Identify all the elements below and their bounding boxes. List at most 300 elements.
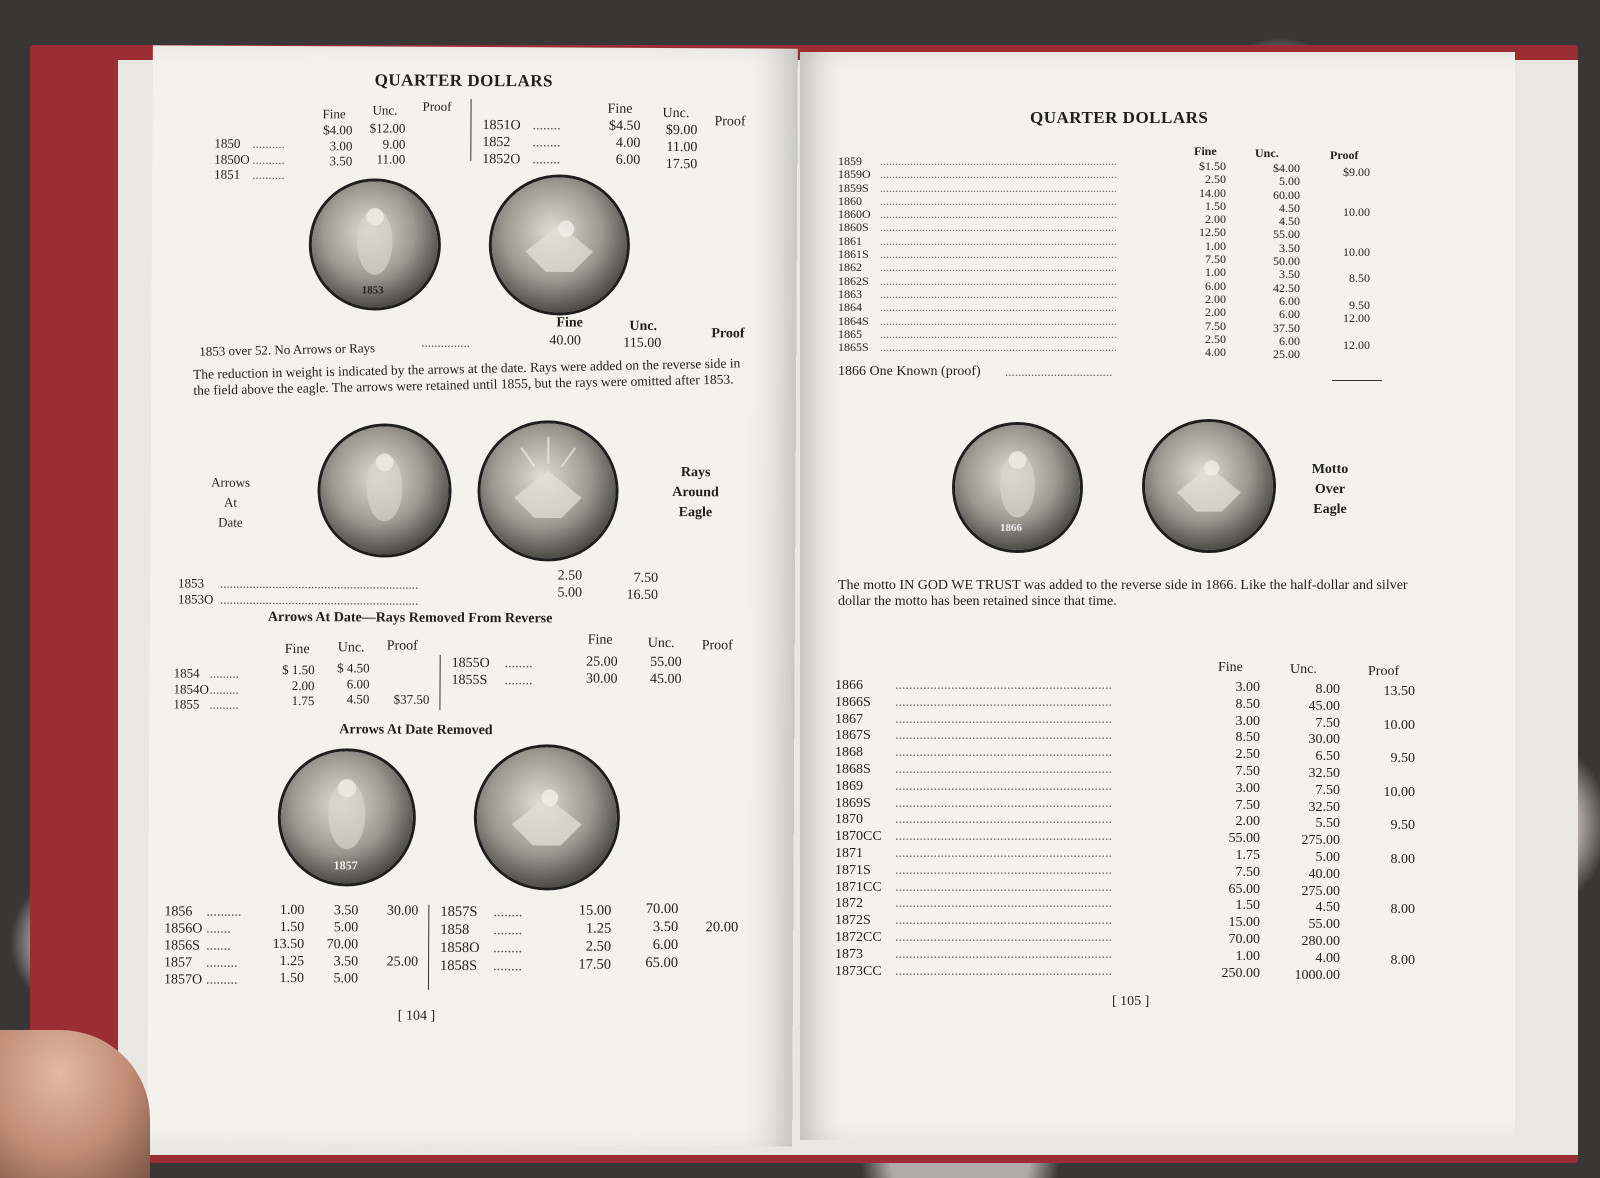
proof-cell — [363, 919, 418, 936]
date-column — [214, 136, 250, 183]
fine-header: Fine — [284, 642, 310, 658]
date-cell: 1869 — [835, 778, 863, 794]
unc-cell: $12.00 — [369, 120, 406, 136]
unc-cell: 3.50 — [652, 918, 679, 936]
fine-cell: 25.00 — [586, 654, 618, 670]
section-heading: Arrows At Date—Rays Removed From Reverse — [267, 609, 553, 627]
proof-cell — [1320, 219, 1370, 232]
fine-value: 40.00 — [549, 333, 581, 349]
motto-note: The motto IN GOD WE TRUST was added to the reverse side in 1866. Like the half-dollar and silver dollar the motto has been retained since that time. — [838, 578, 1408, 609]
unc-cell: 3.50 — [333, 903, 359, 919]
proof-cell: 8.00 — [1390, 851, 1415, 867]
date-cell: 1860 — [838, 193, 862, 208]
proof-cell — [1320, 193, 1370, 206]
unc-header: Unc. — [337, 640, 365, 656]
unc-cell: 55.00 — [1308, 917, 1340, 933]
proof-header: Proof — [1368, 664, 1400, 679]
date-cell: 1857O — [163, 972, 203, 988]
unc-column — [357, 120, 405, 167]
unc-header: Unc. — [1290, 662, 1317, 677]
date-cell: 1867S — [835, 728, 871, 744]
unc-column — [1248, 162, 1300, 361]
fine-cell: 70.00 — [1228, 931, 1260, 947]
fine-cell: 1.25 — [585, 920, 612, 937]
fine-cell: 15.00 — [1228, 915, 1260, 931]
leader-dots: .......... .......... .......... — [252, 135, 285, 183]
date-cell: 1856O — [164, 921, 203, 937]
date-column — [178, 575, 214, 606]
proof-column — [683, 900, 738, 972]
date-cell: 1861S — [838, 247, 869, 262]
date-cell: 1870CC — [835, 829, 882, 845]
date-cell: 1856S — [164, 938, 200, 954]
unc-cell: 17.50 — [665, 157, 698, 173]
unc-cell: 6.00 — [1279, 293, 1300, 308]
unc-cell: 3.50 — [333, 954, 359, 970]
unc-column — [647, 122, 697, 173]
proof-cell: 9.50 — [1390, 751, 1415, 767]
fine-cell: 1.50 — [279, 970, 305, 987]
fine-cell: 1.00 — [279, 902, 305, 919]
weight-note: The reduction in weight is indicated by the arrows at the date. Rays were added on the reverse side in the field above the eagle. The arrows were retained until 1855, but the rays were omitted after 1853. — [192, 355, 741, 398]
leader-dots: ............................................................. ............................................................. — [219, 575, 419, 608]
fine-cell: 1.50 — [279, 919, 305, 936]
unc-cell: 32.50 — [1308, 799, 1340, 815]
proof-column — [1320, 166, 1370, 365]
proof-cell — [683, 954, 738, 972]
fine-cell: 1.25 — [279, 953, 305, 970]
date-cell: 1867 — [835, 711, 863, 727]
unc-header: Unc. — [629, 318, 658, 334]
fine-cell: 2.00 — [1205, 212, 1226, 227]
fine-cell: $4.50 — [608, 118, 641, 134]
proof-cell — [1355, 936, 1415, 953]
unc-cell: 25.00 — [1273, 347, 1300, 362]
fine-cell: 13.50 — [272, 936, 305, 953]
fine-cell: 4.00 — [615, 135, 641, 151]
fine-header: Fine — [1194, 144, 1217, 158]
proof-cell: 10.00 — [1383, 784, 1415, 800]
proof-cell: 10.00 — [1383, 717, 1415, 733]
coin-obverse-image — [320, 426, 449, 555]
proof-cell — [1320, 352, 1370, 365]
rule-line — [1332, 380, 1382, 381]
column-divider — [470, 99, 471, 161]
unc-cell: $9.00 — [665, 123, 698, 139]
proof-cell: 20.00 — [705, 919, 739, 936]
fine-cell: 250.00 — [1221, 965, 1260, 981]
fine-cell: 2.00 — [1205, 291, 1226, 306]
unc-cell: $ 4.50 — [337, 660, 370, 676]
proof-cell — [1320, 326, 1370, 339]
leader-dots: .............................................................. .............................................................. .............................................................. .............................................................. .............................................................. .............................................................. .............................................................. .............................................................. .............................................................. .............................................................. .............................................................. .............................................................. .............................................................. .............................................................. .............................................................. .............................................................. .............................................................. .............................................................. — [895, 678, 1112, 979]
unc-cell: 3.50 — [1279, 240, 1300, 255]
proof-header: Proof — [422, 98, 452, 114]
date-cell: 1854 — [173, 665, 200, 681]
proof-cell: 10.00 — [1343, 204, 1370, 219]
date-column — [452, 655, 490, 689]
fine-cell: 2.50 — [1235, 747, 1260, 763]
date-column — [440, 903, 480, 975]
date-cell: 1858 — [440, 921, 470, 938]
unc-cell: 11.00 — [376, 151, 406, 167]
unc-cell: 70.00 — [326, 937, 359, 953]
fine-cell: 12.50 — [1199, 225, 1226, 240]
date-cell: 1860S — [838, 220, 869, 235]
date-cell: 1854O — [173, 680, 209, 697]
proof-cell — [1355, 734, 1415, 751]
date-cell: 1864 — [838, 300, 862, 315]
unc-cell: 7.50 — [1315, 715, 1340, 731]
one-known-row: 1866 One Known (proof) — [838, 364, 981, 379]
proof-header: Proof — [1330, 148, 1359, 162]
fine-cell: 3.00 — [1235, 713, 1260, 729]
proof-cell: 12.00 — [1343, 311, 1370, 326]
unc-cell: 65.00 — [645, 954, 679, 972]
unc-cell: 11.00 — [666, 140, 698, 156]
proof-cell: 30.00 — [386, 903, 419, 919]
unc-cell: 70.00 — [645, 900, 679, 918]
fine-column — [556, 901, 611, 973]
date-cell: 1861 — [838, 233, 862, 248]
page-number: [ 105 ] — [1112, 994, 1150, 1009]
fine-cell: 7.50 — [1235, 763, 1260, 779]
proof-cell: 8.00 — [1390, 952, 1415, 968]
date-cell: 1857S — [440, 903, 478, 921]
unc-cell: 275.00 — [1301, 833, 1340, 849]
fine-cell: 15.00 — [578, 902, 612, 919]
leader-dots: ........ ........ ........ ........ — [493, 904, 523, 975]
date-cell: 1868 — [835, 745, 863, 761]
fine-cell: 7.50 — [1205, 252, 1226, 267]
fine-column — [312, 122, 352, 169]
proof-cell — [375, 660, 430, 676]
proof-cell: 12.00 — [1343, 337, 1370, 352]
fine-cell: 17.50 — [578, 956, 612, 973]
fine-cell: 1.75 — [291, 693, 315, 709]
date-cell: 1864S — [838, 313, 869, 328]
proof-cell: 13.50 — [1383, 684, 1415, 699]
unc-cell: 5.00 — [333, 920, 359, 936]
coin-reverse-image — [491, 177, 627, 313]
proof-cell — [1355, 970, 1415, 987]
fine-header: Fine — [607, 101, 633, 117]
unc-cell: 32.50 — [1308, 765, 1340, 781]
proof-cell — [1355, 701, 1415, 718]
leader-dots: ............... — [421, 334, 471, 350]
proof-header: Proof — [711, 326, 745, 342]
rays-around-eagle-label: Rays Around Eagle — [672, 465, 719, 521]
fine-cell: 1.50 — [1235, 898, 1260, 914]
fine-header: Fine — [556, 315, 583, 331]
unc-cell: 5.00 — [1279, 174, 1300, 189]
fine-cell: 1.00 — [1205, 265, 1226, 280]
proof-cell — [1320, 232, 1370, 245]
unc-column — [319, 660, 369, 707]
proof-cell: 8.00 — [1390, 902, 1415, 918]
fine-column — [1200, 680, 1260, 982]
unc-cell: 6.50 — [1315, 749, 1340, 765]
date-cell: 1871 — [835, 845, 863, 861]
date-column — [835, 678, 882, 980]
unc-cell: 7.50 — [1315, 782, 1340, 798]
unc-column — [630, 654, 682, 688]
fine-cell: 2.50 — [585, 938, 612, 955]
date-cell: 1859 — [838, 154, 862, 168]
fine-cell: 30.00 — [586, 671, 618, 687]
fine-cell: 2.50 — [557, 568, 583, 584]
coin-reverse-image — [476, 747, 617, 888]
fine-cell: 3.00 — [329, 137, 353, 153]
fine-cell: 2.50 — [1205, 331, 1226, 346]
date-cell: 1870 — [835, 812, 863, 828]
proof-cell: 9.50 — [1349, 297, 1370, 312]
fine-column — [256, 902, 304, 987]
proof-cell: 10.00 — [1343, 244, 1370, 259]
unc-cell: 8.00 — [1315, 682, 1340, 697]
fine-cell: 2.50 — [1205, 172, 1226, 187]
page-title: QUARTER DOLLARS — [1030, 108, 1209, 127]
leader-dots: .......... ....... ....... ......... ......... — [205, 904, 242, 988]
proof-cell — [1355, 835, 1415, 852]
coin-reverse-image — [480, 423, 616, 559]
date-cell: 1862 — [838, 260, 862, 275]
coin-reverse-image — [1145, 422, 1273, 550]
proof-cell — [1320, 179, 1370, 192]
fine-cell: 3.00 — [1235, 780, 1260, 796]
date-cell: 1859O — [838, 167, 871, 182]
left-page — [147, 45, 798, 1146]
fine-cell: 7.50 — [1235, 797, 1260, 813]
leader-dots: ........ ........ ........ — [532, 118, 561, 168]
proof-header: Proof — [386, 638, 418, 654]
proof-cell — [1320, 259, 1370, 272]
proof-cell: $9.00 — [1343, 165, 1370, 179]
date-column — [164, 903, 203, 988]
page-number: [ 104 ] — [397, 1008, 436, 1024]
proof-cell: 9.50 — [1390, 818, 1415, 834]
proof-cell: 8.50 — [1349, 271, 1370, 286]
proof-cell — [683, 936, 738, 954]
fine-header: Fine — [587, 632, 613, 648]
fine-cell: 14.00 — [1199, 185, 1226, 200]
date-cell: 1872 — [835, 896, 863, 912]
unc-column — [612, 570, 658, 604]
date-cell: 1851O — [482, 118, 521, 134]
unc-cell: 275.00 — [1301, 883, 1340, 899]
proof-header: Proof — [701, 638, 733, 654]
coin-date-text: 1866 — [1000, 522, 1022, 534]
fine-cell: 8.50 — [1235, 730, 1260, 746]
date-cell: 1863 — [838, 286, 862, 301]
motto-over-eagle-label: Motto Over Eagle — [1311, 462, 1349, 517]
leader-dots: ................................. — [1005, 364, 1113, 379]
unc-cell: 50.00 — [1273, 254, 1300, 269]
unc-cell: 9.00 — [382, 136, 406, 152]
proof-cell — [1355, 802, 1415, 819]
date-cell: 1873CC — [835, 963, 882, 979]
unc-cell: 6.00 — [1279, 333, 1300, 348]
date-cell: 1858O — [440, 939, 480, 957]
fine-column — [1180, 160, 1226, 359]
fine-cell: 2.00 — [1205, 305, 1226, 320]
leader-dots: ......... ......... ......... — [209, 665, 239, 712]
right-page — [800, 52, 1515, 1140]
arrows-at-date-label: Arrows At Date — [211, 474, 251, 530]
unc-cell: 7.50 — [633, 570, 659, 586]
date-cell: 1868S — [835, 761, 871, 777]
unc-column — [626, 900, 678, 972]
fine-column — [568, 653, 618, 687]
fine-cell: 1.00 — [1235, 948, 1260, 964]
unc-cell: 60.00 — [1273, 187, 1300, 202]
proof-cell — [1320, 286, 1370, 299]
fine-cell: 7.50 — [1205, 318, 1226, 333]
unc-cell: 4.50 — [346, 691, 370, 707]
unc-cell: 5.50 — [1315, 816, 1340, 832]
date-cell: 1853O — [177, 590, 214, 607]
date-cell: 1865 — [838, 326, 862, 341]
coin-date-text: 1853 — [361, 284, 384, 297]
no-arrows-label: 1853 over 52. No Arrows or Rays — [199, 340, 376, 359]
column-divider — [439, 655, 440, 710]
date-cell: 1866S — [835, 694, 871, 710]
unc-cell: 5.00 — [333, 971, 359, 987]
unc-cell: 16.50 — [626, 587, 659, 603]
unc-cell: 37.50 — [1273, 320, 1300, 335]
date-cell: 1855O — [451, 655, 490, 672]
date-cell: 1856 — [164, 904, 193, 920]
leader-dots: ........ ........ — [504, 656, 533, 689]
date-column — [838, 155, 871, 354]
fine-cell: 3.50 — [329, 153, 353, 169]
column-divider — [428, 905, 429, 990]
unc-cell: 4.50 — [1315, 900, 1340, 916]
fine-column — [264, 662, 314, 709]
fine-cell: 5.00 — [557, 585, 583, 601]
leader-dots: ............................................................................... ............................................................................... ............................................................................... ............................................................................... ............................................................................... ............................................................................... ............................................................................... ............................................................................... ............................................................................... ............................................................................... ............................................................................... ............................................................................... ............................................................................... ............................................................................... ............................................................................... — [880, 154, 1117, 355]
proof-cell — [363, 970, 418, 987]
proof-header: Proof — [714, 114, 746, 130]
unc-cell: $4.00 — [1273, 161, 1300, 175]
date-cell: 1859S — [838, 180, 869, 195]
fine-column — [542, 567, 582, 601]
unc-cell: 45.00 — [650, 671, 682, 688]
unc-cell: 6.00 — [346, 675, 370, 691]
date-cell: 1873 — [835, 946, 863, 962]
unc-cell: 3.50 — [1279, 267, 1300, 282]
fine-cell: $ 1.50 — [282, 662, 315, 678]
fine-cell: 65.00 — [1228, 881, 1260, 897]
fine-cell: $4.00 — [323, 122, 353, 138]
unc-cell: 45.00 — [1308, 698, 1340, 714]
unc-cell: 4.00 — [1315, 950, 1340, 966]
proof-cell — [683, 900, 738, 918]
date-cell: 1857 — [164, 955, 193, 971]
date-cell: 1872S — [835, 913, 871, 929]
date-cell: 1862S — [838, 273, 869, 288]
proof-column — [374, 660, 429, 707]
proof-cell — [374, 676, 429, 692]
fine-header: Fine — [1218, 660, 1243, 675]
unc-column — [308, 902, 358, 987]
fine-cell: 6.00 — [615, 152, 641, 168]
date-cell: 1855 — [173, 696, 200, 712]
date-cell: 1850 — [214, 135, 241, 151]
unc-header: Unc. — [662, 105, 690, 122]
fine-cell: 3.00 — [1235, 680, 1260, 695]
date-column — [482, 117, 520, 168]
unc-cell: 4.50 — [1279, 200, 1300, 215]
date-cell: 1858S — [440, 957, 478, 975]
unc-header: Unc. — [1255, 146, 1279, 160]
date-cell: 1853 — [178, 575, 205, 591]
unc-cell: 1000.00 — [1294, 967, 1340, 983]
date-cell: 1869S — [835, 795, 871, 811]
page-title: QUARTER DOLLARS — [374, 70, 554, 91]
unc-cell: 40.00 — [1308, 866, 1340, 882]
fine-cell: 1.50 — [1205, 198, 1226, 213]
unc-cell: 5.00 — [1315, 849, 1340, 865]
proof-cell — [1355, 919, 1415, 936]
fine-cell: 2.00 — [291, 677, 315, 693]
unc-header: Unc. — [647, 635, 675, 652]
proof-cell — [1355, 869, 1415, 886]
date-cell: 1855S — [451, 672, 488, 689]
date-cell: 1871CC — [835, 879, 882, 895]
fine-cell: $1.50 — [1199, 159, 1226, 173]
fine-cell: 1.00 — [1205, 238, 1226, 253]
coin-date-text: 1857 — [333, 858, 358, 873]
proof-cell — [1355, 886, 1415, 903]
section-heading: Arrows At Date Removed — [339, 722, 493, 739]
unc-cell: 30.00 — [1308, 732, 1340, 748]
date-cell: 1871S — [835, 862, 871, 878]
fine-column — [592, 118, 640, 169]
proof-column — [1355, 684, 1415, 986]
fine-cell: 6.00 — [1205, 278, 1226, 293]
unc-cell: 280.00 — [1301, 933, 1340, 949]
proof-column — [363, 902, 418, 987]
date-cell: 1860O — [838, 207, 871, 222]
unc-cell: 42.50 — [1273, 280, 1300, 295]
fine-cell: 7.50 — [1235, 864, 1260, 880]
date-cell: 1850O — [214, 151, 250, 167]
unc-column — [1270, 682, 1340, 984]
fine-cell: 8.50 — [1235, 696, 1260, 712]
date-column — [173, 665, 209, 712]
proof-cell: 25.00 — [386, 954, 419, 970]
date-cell: 1866 — [835, 678, 863, 693]
date-cell: 1872CC — [835, 929, 882, 945]
unc-cell: 6.00 — [1279, 307, 1300, 322]
date-cell: 1865S — [838, 340, 869, 355]
proof-cell: $37.50 — [393, 691, 430, 707]
unc-cell: 6.00 — [652, 936, 679, 954]
unc-value: 115.00 — [623, 335, 662, 351]
date-cell: 1851 — [214, 166, 241, 182]
date-cell: 1852O — [482, 152, 521, 168]
fine-cell: 2.00 — [1235, 814, 1260, 830]
unc-header: Unc. — [372, 102, 398, 118]
fine-cell: 1.75 — [1235, 847, 1260, 863]
proof-cell — [363, 936, 418, 953]
proof-cell — [1355, 768, 1415, 785]
fine-cell: 55.00 — [1228, 831, 1260, 847]
unc-cell: 55.00 — [650, 654, 682, 671]
fine-cell: 4.00 — [1205, 345, 1226, 360]
unc-cell: 4.50 — [1279, 214, 1300, 229]
